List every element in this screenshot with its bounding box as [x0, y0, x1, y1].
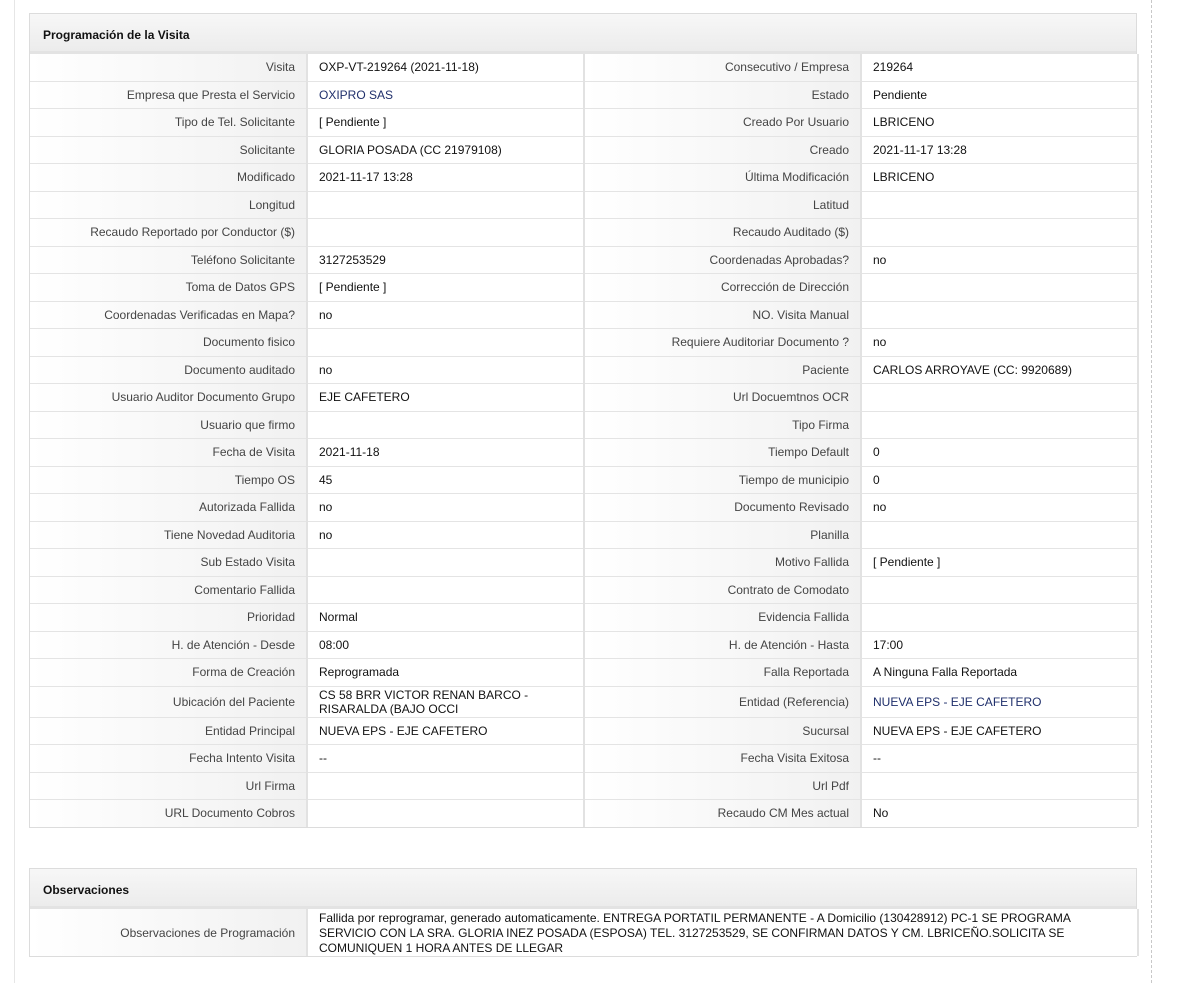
field-value: [861, 384, 1138, 412]
field-value: --: [307, 745, 584, 773]
field-value: [ Pendiente ]: [861, 549, 1138, 577]
field-value: [861, 219, 1138, 247]
field-value: NUEVA EPS - EJE CAFETERO: [861, 686, 1138, 717]
field-value: Reprogramada: [307, 659, 584, 687]
field-value: [ Pendiente ]: [307, 109, 584, 137]
field-label: Paciente: [584, 356, 861, 384]
field-value: no: [861, 329, 1138, 357]
detail-row: [30, 631, 1138, 659]
detail-row: [30, 301, 1138, 329]
field-value: A Ninguna Falla Reportada: [861, 659, 1138, 687]
observations-value: Fallida por reprogramar, generado automaticamente. ENTREGA PORTATIL PERMANENTE - A Domicilio (130428912) PC-1 SE PROGRAMA SERVICIO CON LA SRA. GLORIA INEZ POSADA (ESPOSA) TEL. 3127253529, SE CONFIRMAN DATOS Y CM. LBRICEÑO.SOLICITA SE COMUNIQUEN 1 HORA ANTES DE LLEGAR: [307, 909, 1138, 956]
field-value: [307, 800, 584, 827]
field-label: Tiempo de municipio: [584, 466, 861, 494]
field-label: Comentario Fallida: [30, 576, 307, 604]
field-value: no: [307, 494, 584, 522]
field-value: [861, 411, 1138, 439]
field-label: Consecutivo / Empresa: [584, 54, 861, 81]
field-label: H. de Atención - Hasta: [584, 631, 861, 659]
field-value: [307, 549, 584, 577]
field-label: URL Documento Cobros: [30, 800, 307, 827]
field-label: Estado: [584, 81, 861, 109]
field-label: Entidad (Referencia): [584, 686, 861, 717]
field-value: CARLOS ARROYAVE (CC: 9920689): [861, 356, 1138, 384]
field-value: 2021-11-18: [307, 439, 584, 467]
detail-row: [30, 549, 1138, 577]
field-label: Sucursal: [584, 717, 861, 745]
detail-row: [30, 164, 1138, 192]
field-label: Entidad Principal: [30, 717, 307, 745]
field-value: 0: [861, 466, 1138, 494]
field-label: Sub Estado Visita: [30, 549, 307, 577]
field-label: Visita: [30, 54, 307, 81]
field-value: CS 58 BRR VICTOR RENAN BARCO - RISARALDA (BAJO OCCI: [307, 686, 584, 717]
field-value: [307, 219, 584, 247]
field-value: no: [307, 521, 584, 549]
field-value: 45: [307, 466, 584, 494]
field-value: LBRICENO: [861, 164, 1138, 192]
detail-row: [30, 717, 1138, 745]
field-value: no: [307, 356, 584, 384]
field-value: --: [861, 745, 1138, 773]
field-label: Toma de Datos GPS: [30, 274, 307, 302]
detail-row: [30, 329, 1138, 357]
field-value: [861, 576, 1138, 604]
visit-details-body: [30, 54, 1138, 827]
field-label: Recaudo Auditado ($): [584, 219, 861, 247]
field-value: no: [307, 301, 584, 329]
detail-row: [30, 411, 1138, 439]
field-label: Planilla: [584, 521, 861, 549]
field-label: H. de Atención - Desde: [30, 631, 307, 659]
field-label: Requiere Auditoriar Documento ?: [584, 329, 861, 357]
field-value: LBRICENO: [861, 109, 1138, 137]
field-value: EJE CAFETERO: [307, 384, 584, 412]
field-label: Fecha Intento Visita: [30, 745, 307, 773]
field-label: Motivo Fallida: [584, 549, 861, 577]
field-value: 219264: [861, 54, 1138, 81]
field-label: Url Docuemtnos OCR: [584, 384, 861, 412]
detail-row: [30, 274, 1138, 302]
detail-row: [30, 191, 1138, 219]
visit-programming-panel: [29, 13, 1137, 828]
field-label: Tiempo Default: [584, 439, 861, 467]
field-label: Tipo Firma: [584, 411, 861, 439]
field-value: 2021-11-17 13:28: [307, 164, 584, 192]
field-value: [307, 411, 584, 439]
field-value: 2021-11-17 13:28: [861, 136, 1138, 164]
field-value: NUEVA EPS - EJE CAFETERO: [307, 717, 584, 745]
field-label: Longitud: [30, 191, 307, 219]
field-label: Teléfono Solicitante: [30, 246, 307, 274]
detail-row: [30, 604, 1138, 632]
field-label: Empresa que Presta el Servicio: [30, 81, 307, 109]
field-value: [307, 576, 584, 604]
field-label: Forma de Creación: [30, 659, 307, 687]
field-label: Prioridad: [30, 604, 307, 632]
field-value: [861, 604, 1138, 632]
field-label: Última Modificación: [584, 164, 861, 192]
observations-panel-title: Observaciones: [30, 869, 1136, 909]
observations-row: [30, 909, 1138, 956]
detail-row: [30, 466, 1138, 494]
detail-row: [30, 772, 1138, 800]
detail-row: [30, 745, 1138, 773]
field-label: Usuario que firmo: [30, 411, 307, 439]
detail-row: [30, 81, 1138, 109]
detail-row: [30, 384, 1138, 412]
field-value: no: [861, 494, 1138, 522]
field-value: 3127253529: [307, 246, 584, 274]
field-label: Observaciones de Programación: [30, 909, 307, 956]
field-value: 08:00: [307, 631, 584, 659]
field-label: Coordenadas Verificadas en Mapa?: [30, 301, 307, 329]
detail-row: [30, 686, 1138, 717]
detail-row: [30, 54, 1138, 81]
detail-row: [30, 136, 1138, 164]
field-label: Documento fisico: [30, 329, 307, 357]
detail-row: [30, 800, 1138, 827]
field-value: 17:00: [861, 631, 1138, 659]
field-label: Creado: [584, 136, 861, 164]
detail-row: [30, 356, 1138, 384]
field-value: NUEVA EPS - EJE CAFETERO: [861, 717, 1138, 745]
field-label: Documento auditado: [30, 356, 307, 384]
field-label: Tipo de Tel. Solicitante: [30, 109, 307, 137]
field-value: [861, 772, 1138, 800]
detail-row: [30, 246, 1138, 274]
field-label: Tiempo OS: [30, 466, 307, 494]
field-value: [861, 274, 1138, 302]
field-label: Documento Revisado: [584, 494, 861, 522]
field-value: [307, 329, 584, 357]
field-label: Usuario Auditor Documento Grupo: [30, 384, 307, 412]
field-label: Ubicación del Paciente: [30, 686, 307, 717]
detail-row: [30, 659, 1138, 687]
field-value: No: [861, 800, 1138, 827]
field-label: Recaudo CM Mes actual: [584, 800, 861, 827]
detail-row: [30, 494, 1138, 522]
field-label: Modificado: [30, 164, 307, 192]
field-label: Solicitante: [30, 136, 307, 164]
detail-row: [30, 576, 1138, 604]
detail-row: [30, 521, 1138, 549]
field-label: NO. Visita Manual: [584, 301, 861, 329]
field-label: Evidencia Fallida: [584, 604, 861, 632]
field-label: Falla Reportada: [584, 659, 861, 687]
observations-panel: [29, 868, 1137, 957]
field-label: Fecha Visita Exitosa: [584, 745, 861, 773]
field-label: Contrato de Comodato: [584, 576, 861, 604]
field-label: Creado Por Usuario: [584, 109, 861, 137]
detail-row: [30, 439, 1138, 467]
field-value: 0: [861, 439, 1138, 467]
field-value: OXIPRO SAS: [307, 81, 584, 109]
field-label: Fecha de Visita: [30, 439, 307, 467]
field-value: Normal: [307, 604, 584, 632]
field-label: Coordenadas Aprobadas?: [584, 246, 861, 274]
field-value: no: [861, 246, 1138, 274]
field-value: [861, 301, 1138, 329]
field-value: Pendiente: [861, 81, 1138, 109]
field-label: Tiene Novedad Auditoria: [30, 521, 307, 549]
field-value: [861, 521, 1138, 549]
detail-row: [30, 219, 1138, 247]
field-value: GLORIA POSADA (CC 21979108): [307, 136, 584, 164]
field-value: [307, 772, 584, 800]
field-label: Recaudo Reportado por Conductor ($): [30, 219, 307, 247]
field-label: Url Firma: [30, 772, 307, 800]
field-label: Corrección de Dirección: [584, 274, 861, 302]
field-value: OXP-VT-219264 (2021-11-18): [307, 54, 584, 81]
visit-details-table: [30, 54, 1139, 827]
field-label: Latitud: [584, 191, 861, 219]
field-label: Autorizada Fallida: [30, 494, 307, 522]
field-value: [861, 191, 1138, 219]
detail-row: [30, 109, 1138, 137]
observations-table: [30, 909, 1139, 956]
field-label: Url Pdf: [584, 772, 861, 800]
visit-panel-title: Programación de la Visita: [30, 14, 1136, 54]
field-value: [ Pendiente ]: [307, 274, 584, 302]
field-value: [307, 191, 584, 219]
